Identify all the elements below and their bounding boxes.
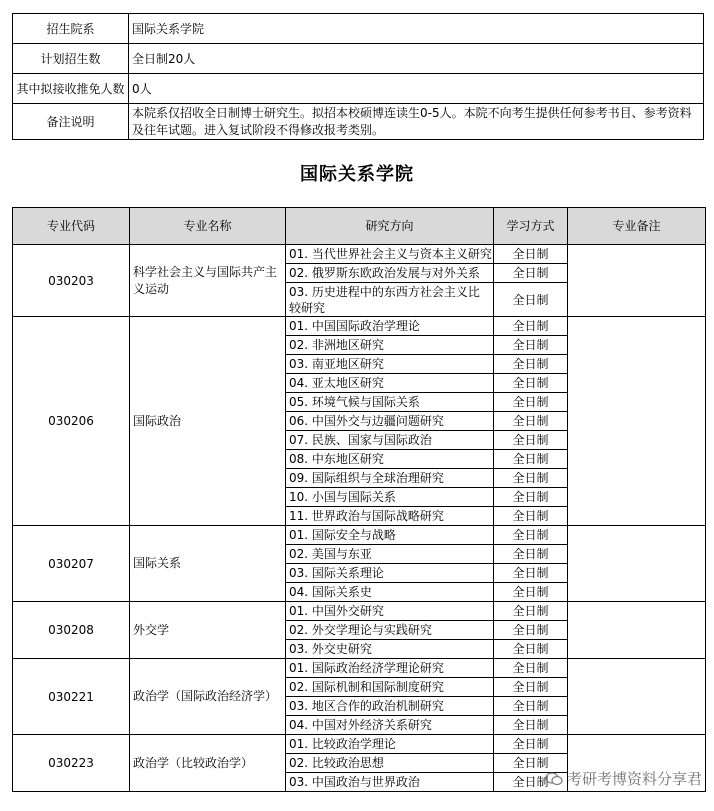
page-title: 国际关系学院: [300, 164, 414, 185]
research-direction: 10. 小国与国际关系: [286, 488, 494, 507]
research-direction: 01. 中国外交研究: [286, 602, 494, 621]
research-direction: 01. 比较政治学理论: [286, 735, 494, 754]
study-mode: 全日制: [494, 697, 568, 716]
research-direction: 01. 国际安全与战略: [286, 526, 494, 545]
research-direction: 04. 亚太地区研究: [286, 374, 494, 393]
major-code: 030221: [13, 659, 130, 735]
research-direction: 02. 比较政治思想: [286, 754, 494, 773]
research-direction: 03. 南亚地区研究: [286, 355, 494, 374]
study-mode: 全日制: [494, 735, 568, 754]
study-mode: 全日制: [494, 602, 568, 621]
research-direction: 02. 美国与东亚: [286, 545, 494, 564]
research-direction: 03. 中国政治与世界政治: [286, 773, 494, 792]
study-mode: 全日制: [494, 317, 568, 336]
study-mode: 全日制: [494, 583, 568, 602]
info-row-department: [13, 14, 704, 44]
info-value: 全日制20人: [129, 44, 704, 74]
study-mode: 全日制: [494, 355, 568, 374]
info-row-notes: [13, 104, 704, 140]
study-mode: 全日制: [494, 659, 568, 678]
major-remark: [568, 659, 706, 735]
admission-info-table: [12, 13, 704, 140]
major-name: 政治学（国际政治经济学）: [130, 659, 286, 735]
major-remark: [568, 317, 706, 526]
info-row-plan: [13, 44, 704, 74]
study-mode: 全日制: [494, 526, 568, 545]
study-mode: 全日制: [494, 545, 568, 564]
study-mode: 全日制: [494, 640, 568, 659]
study-mode: 全日制: [494, 754, 568, 773]
major-name: 国际关系: [130, 526, 286, 602]
research-direction: 01. 中国国际政治学理论: [286, 317, 494, 336]
study-mode: 全日制: [494, 678, 568, 697]
info-row-recommend: [13, 74, 704, 104]
major-code: 030203: [13, 245, 130, 317]
watermark: [545, 768, 702, 789]
table-row: [13, 245, 706, 264]
table-row: [13, 735, 706, 754]
study-mode: 全日制: [494, 716, 568, 735]
research-direction: 08. 中东地区研究: [286, 450, 494, 469]
research-direction: 04. 中国对外经济关系研究: [286, 716, 494, 735]
header-direction: 研究方向: [286, 208, 494, 245]
table-header-row: [13, 208, 706, 245]
study-mode: 全日制: [494, 621, 568, 640]
research-direction: 04. 国际关系史: [286, 583, 494, 602]
table-row: [13, 317, 706, 336]
research-direction: 05. 环境气候与国际关系: [286, 393, 494, 412]
study-mode: 全日制: [494, 264, 568, 283]
major-name: 国际政治: [130, 317, 286, 526]
research-direction: 01. 国际政治经济学理论研究: [286, 659, 494, 678]
major-code: 030206: [13, 317, 130, 526]
research-direction: 06. 中国外交与边疆问题研究: [286, 412, 494, 431]
major-code: 030223: [13, 735, 130, 792]
major-name: 政治学（比较政治学）: [130, 735, 286, 792]
research-direction: 07. 民族、国家与国际政治: [286, 431, 494, 450]
study-mode: 全日制: [494, 450, 568, 469]
study-mode: 全日制: [494, 283, 568, 317]
major-remark: [568, 526, 706, 602]
study-mode: 全日制: [494, 488, 568, 507]
major-name: 科学社会主义与国际共产主义运动: [130, 245, 286, 317]
research-direction: 03. 国际关系理论: [286, 564, 494, 583]
header-mode: 学习方式: [494, 208, 568, 245]
major-remark: [568, 602, 706, 659]
research-direction: 03. 历史进程中的东西方社会主义比较研究: [286, 283, 494, 317]
research-direction: 02. 国际机制和国际制度研究: [286, 678, 494, 697]
study-mode: 全日制: [494, 374, 568, 393]
header-remark: 专业备注: [568, 208, 706, 245]
header-code: 专业代码: [13, 208, 130, 245]
study-mode: 全日制: [494, 507, 568, 526]
research-direction: 02. 外交学理论与实践研究: [286, 621, 494, 640]
research-direction: 01. 当代世界社会主义与资本主义研究: [286, 245, 494, 264]
research-direction: 03. 外交史研究: [286, 640, 494, 659]
research-direction: 09. 国际组织与全球治理研究: [286, 469, 494, 488]
table-row: [13, 526, 706, 545]
info-label: 其中拟接收推免人数: [13, 74, 129, 104]
study-mode: 全日制: [494, 412, 568, 431]
study-mode: 全日制: [494, 393, 568, 412]
info-label: 备注说明: [13, 104, 129, 140]
table-row: [13, 659, 706, 678]
major-name: 外交学: [130, 602, 286, 659]
study-mode: 全日制: [494, 564, 568, 583]
info-label: 招生院系: [13, 14, 129, 44]
watermark-text: 考研考博资料分享君: [566, 770, 702, 788]
header-name: 专业名称: [130, 208, 286, 245]
info-label: 计划招生数: [13, 44, 129, 74]
study-mode: 全日制: [494, 245, 568, 264]
study-mode: 全日制: [494, 431, 568, 450]
study-mode: 全日制: [494, 469, 568, 488]
research-direction: 03. 地区合作的政治机制研究: [286, 697, 494, 716]
info-value: 本院系仅招收全日制博士研究生。拟招本校硕博连读生0-5人。本院不向考生提供任何参考书目、参考资料及往年试题。进入复试阶段不得修改报考类别。: [129, 104, 704, 140]
major-code: 030207: [13, 526, 130, 602]
majors-table-body: [13, 245, 706, 792]
major-remark: [568, 245, 706, 317]
table-row: [13, 602, 706, 621]
info-value: 0人: [129, 74, 704, 104]
study-mode: 全日制: [494, 336, 568, 355]
research-direction: 02. 俄罗斯东欧政治发展与对外关系: [286, 264, 494, 283]
majors-table: [12, 207, 706, 792]
research-direction: 11. 世界政治与国际战略研究: [286, 507, 494, 526]
major-code: 030208: [13, 602, 130, 659]
info-value: 国际关系学院: [129, 14, 704, 44]
study-mode: 全日制: [494, 773, 568, 792]
research-direction: 02. 非洲地区研究: [286, 336, 494, 355]
wechat-icon: [545, 772, 563, 786]
